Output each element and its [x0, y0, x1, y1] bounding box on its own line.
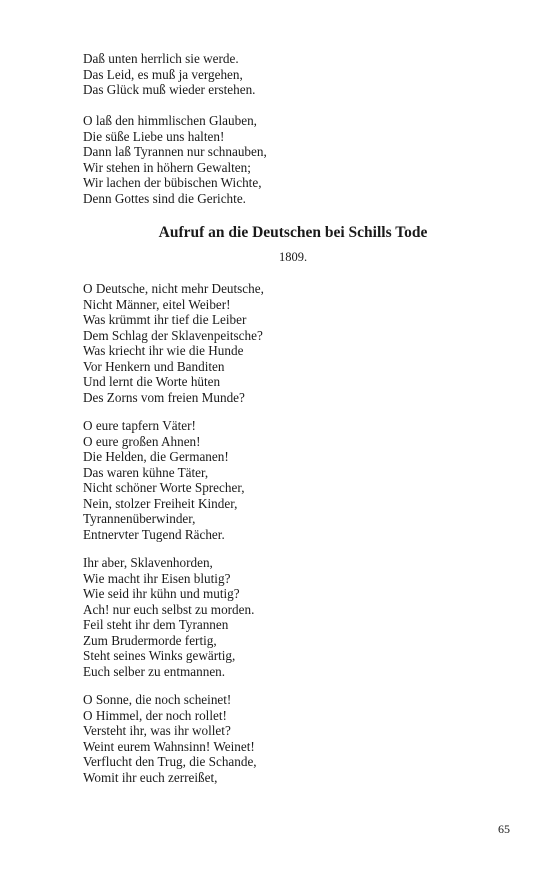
verse-line: O eure tapfern Väter!	[83, 418, 196, 433]
verse-line: Verflucht den Trug, die Schande,	[83, 754, 257, 769]
verse-line: Denn Gottes sind die Gerichte.	[83, 190, 246, 206]
verse-line: Nicht Männer, eitel Weiber!	[83, 296, 231, 312]
verse-line: Feil steht ihr dem Tyrannen	[83, 617, 229, 632]
verse-line: O laß den himmlischen Glauben,	[83, 113, 257, 128]
verse-line: Tyrannenüberwinder,	[83, 511, 196, 526]
verse-line: Die süße Liebe uns halten!	[83, 128, 225, 144]
verse-line: Dem Schlag der Sklavenpeitsche?	[83, 327, 263, 343]
verse-line: O Himmel, der noch rollet!	[83, 707, 227, 723]
verse-line: Vor Henkern und Banditen	[83, 358, 225, 374]
verse-line: Steht seines Winks gewärtig,	[83, 648, 236, 663]
verse-line: Was kriecht ihr wie die Hunde	[83, 343, 244, 358]
verse-line: Wir lachen der bübischen Wichte,	[83, 175, 262, 190]
verse-line: Weint eurem Wahnsinn! Weinet!	[83, 738, 255, 754]
verse-line: Womit ihr euch zerreißet,	[83, 769, 218, 785]
poem-title: Aufruf an die Deutschen bei Schills Tode	[158, 224, 428, 241]
verse-line: Wie seid ihr kühn und mutig?	[83, 586, 240, 601]
verse-line: O Deutsche, nicht mehr Deutsche,	[83, 281, 264, 296]
verse-line: Die Helden, die Germanen!	[83, 449, 229, 464]
verse-line: Das Glück muß wieder erstehen.	[83, 82, 256, 97]
verse-line: Des Zorns vom freien Munde?	[83, 389, 245, 405]
verse-line: Und lernt die Worte hüten	[83, 374, 221, 389]
verse-line: Nein, stolzer Freiheit Kinder,	[83, 495, 238, 511]
page-number: 65	[498, 822, 510, 836]
verse-line: Daß unten herrlich sie werde.	[83, 51, 239, 66]
poem-year: 1809.	[278, 250, 308, 264]
verse-line: Das Leid, es muß ja vergehen,	[83, 66, 243, 82]
verse-line: Nicht schöner Worte Sprecher,	[83, 480, 245, 495]
verse-line: Was krümmt ihr tief die Leiber	[83, 312, 247, 327]
verse-line: Euch selber zu entmannen.	[83, 663, 226, 679]
verse-line: Wie macht ihr Eisen blutig?	[83, 570, 231, 586]
verse-line: Ihr aber, Sklavenhorden,	[83, 555, 213, 570]
verse-line: Das waren kühne Täter,	[83, 464, 209, 480]
verse-line: Versteht ihr, was ihr wollet?	[83, 723, 231, 738]
verse-line: Zum Brudermorde fertig,	[83, 632, 217, 648]
verse-line: Wir stehen in höhern Gewalten;	[83, 159, 251, 175]
verse-line: Entnervter Tugend Rächer.	[83, 526, 225, 542]
verse-line: O Sonne, die noch scheinet!	[83, 692, 232, 707]
verse-line: Ach! nur euch selbst zu morden.	[83, 601, 255, 617]
verse-line: Dann laß Tyrannen nur schnauben,	[83, 144, 267, 159]
verse-line: O eure großen Ahnen!	[83, 433, 201, 449]
